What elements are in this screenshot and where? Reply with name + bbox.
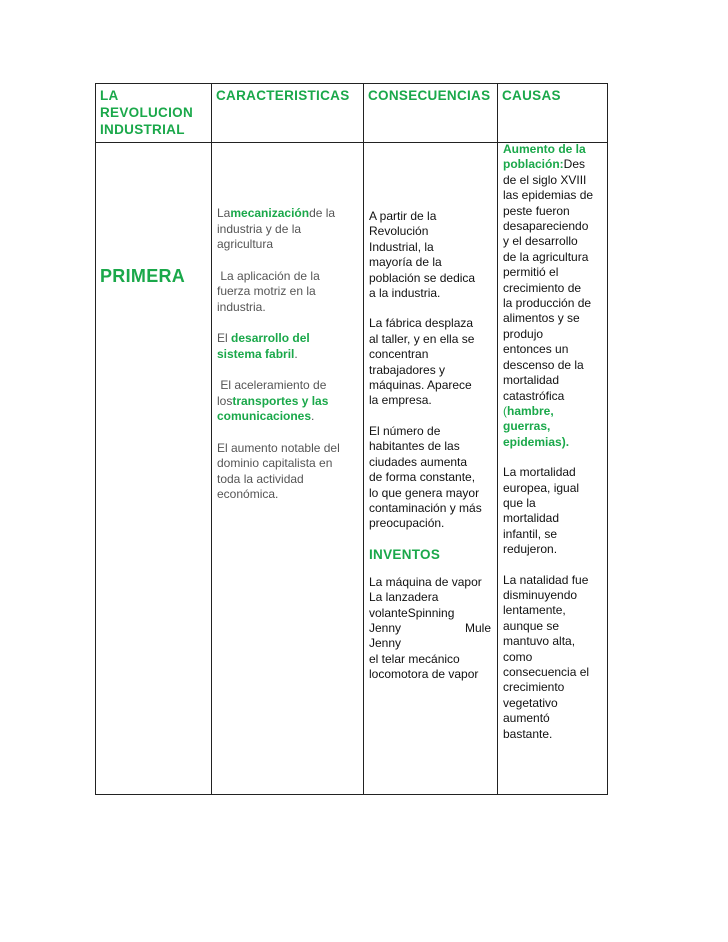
c1-pre: La bbox=[217, 206, 231, 220]
header-revolucion-l2: REVOLUCION bbox=[100, 105, 194, 120]
causa-1-l13: produjo bbox=[503, 326, 544, 341]
causa-1 bbox=[503, 142, 607, 450]
causa-3-l2: disminuyendo bbox=[503, 587, 578, 602]
invento-5: Jenny bbox=[369, 636, 402, 651]
causa-1-l2-post: Des bbox=[563, 157, 586, 172]
cons-p3-l5: lo que genera mayor bbox=[369, 485, 480, 500]
c5-l3: toda la actividad bbox=[217, 471, 304, 486]
causa-1-l4: las epidemias de bbox=[503, 188, 594, 203]
c3-post: . bbox=[294, 346, 298, 361]
table-divider-3 bbox=[497, 83, 498, 795]
causa-2-l3: que la bbox=[503, 495, 536, 510]
caracteristicas-cell bbox=[217, 206, 363, 503]
header-consecuencias bbox=[368, 87, 496, 104]
c3-pre: El bbox=[217, 331, 232, 345]
causa-3-l10: aumentó bbox=[503, 711, 550, 726]
consecuencia-2 bbox=[369, 316, 497, 408]
cons-p1-l2: Revolución bbox=[369, 224, 429, 239]
cons-p2-l2: al taller, y en ella se bbox=[369, 331, 475, 346]
header-causas-label: CAUSAS bbox=[502, 88, 561, 103]
causa-1-epidemias: epidemias). bbox=[503, 434, 570, 449]
causa-3-l4: aunque se bbox=[503, 618, 560, 633]
causa-1-l16: mortalidad bbox=[503, 373, 560, 388]
causa-1-l15: descenso de la bbox=[503, 357, 584, 372]
causa-2-l5: infantil, se bbox=[503, 526, 558, 541]
c1-post: de la bbox=[309, 206, 336, 220]
caract-item-3 bbox=[217, 331, 363, 347]
causa-1-l6: desapareciendo bbox=[503, 219, 589, 234]
causa-2-l4: mortalidad bbox=[503, 511, 560, 526]
invento-3: volanteSpinning bbox=[369, 605, 455, 620]
cons-p2-l4: trabajadores y bbox=[369, 362, 446, 377]
causa-3 bbox=[503, 573, 607, 742]
c5-l1: El aumento notable del bbox=[217, 440, 340, 455]
invento-6: el telar mecánico bbox=[369, 651, 460, 666]
cons-p2-l5: máquinas. Aparece bbox=[369, 378, 472, 393]
cons-p3-l4: de forma constante, bbox=[369, 470, 476, 485]
c5-l2: dominio capitalista en bbox=[217, 456, 333, 470]
c5-l4: económica. bbox=[217, 487, 279, 501]
cons-p2-l6: la empresa. bbox=[369, 393, 432, 408]
invento-4 bbox=[369, 621, 491, 636]
causa-3-l7: consecuencia el bbox=[503, 665, 590, 679]
c2-l2: fuerza motriz en la bbox=[217, 284, 316, 298]
table-border-left bbox=[95, 83, 96, 795]
cons-p3-l2: habitantes de las bbox=[369, 439, 460, 454]
header-revolucion-l3: INDUSTRIAL bbox=[100, 122, 185, 137]
cons-p1-l4: mayoría de la bbox=[369, 255, 442, 270]
cons-p2-l3: concentran bbox=[369, 347, 429, 362]
header-consecuencias-label: CONSECUENCIAS bbox=[368, 88, 491, 103]
cons-p3-l1: El número de bbox=[369, 423, 441, 438]
invento-1: La máquina de vapor bbox=[369, 574, 482, 589]
causa-2-l2: europea, igual bbox=[503, 480, 580, 495]
invento-4a: Jenny bbox=[369, 620, 402, 635]
causa-1-paren: ( bbox=[503, 403, 507, 418]
cons-p1-l6: a la industria. bbox=[369, 286, 441, 301]
header-causas bbox=[502, 87, 606, 104]
causa-1-bold-l2: población: bbox=[503, 157, 564, 172]
causa-1-l3: de el siglo XVIII bbox=[503, 172, 587, 187]
causa-3-l6: como bbox=[503, 649, 533, 664]
causa-3-l8: crecimiento bbox=[503, 680, 565, 695]
causa-3-l5: mantuvo alta, bbox=[503, 634, 576, 649]
inventos-list bbox=[369, 575, 497, 683]
table-divider-1 bbox=[211, 83, 212, 795]
causa-1-l8: de la agricultura bbox=[503, 249, 589, 264]
c3-bold-l1: desarrollo del bbox=[231, 331, 310, 345]
causa-1-l9: permitió el bbox=[503, 265, 559, 280]
causa-1-l14: entonces un bbox=[503, 342, 569, 357]
consecuencia-3 bbox=[369, 424, 497, 532]
c4-pre: los bbox=[217, 393, 233, 408]
cons-p1-l5: población se dedica bbox=[369, 270, 476, 285]
c2-l1: La aplicación de la bbox=[217, 268, 320, 283]
causa-1-l7: y el desarrollo bbox=[503, 234, 578, 249]
consecuencias-cell bbox=[369, 209, 497, 683]
caract-item-4 bbox=[217, 394, 363, 410]
header-caracteristicas-label: CARACTERISTICAS bbox=[216, 88, 350, 103]
cons-p1-l1: A partir de la bbox=[369, 209, 437, 223]
header-revolucion-l1: LA bbox=[100, 88, 119, 103]
table-border-right bbox=[607, 83, 608, 795]
c4-bold-l2: transportes y las bbox=[232, 393, 329, 408]
c1-l2: industria y de la bbox=[217, 221, 302, 236]
c4-l1: El aceleramiento de bbox=[217, 378, 327, 392]
c3-bold-l2: sistema fabril bbox=[217, 346, 295, 361]
causa-3-l11: bastante. bbox=[503, 726, 553, 741]
table-border-top bbox=[95, 83, 608, 84]
causa-3-l9: vegetativo bbox=[503, 695, 558, 710]
consecuencia-1 bbox=[369, 209, 497, 301]
cons-p1-l3: Industrial, la bbox=[369, 239, 434, 254]
causa-1-l17: catastrófica bbox=[503, 388, 565, 403]
causa-1-l12: alimentos y se bbox=[503, 311, 580, 326]
causa-3-l1: La natalidad fue bbox=[503, 572, 589, 587]
causa-1-l11: la producción de bbox=[503, 296, 592, 311]
c2-l3: industria. bbox=[217, 299, 266, 314]
table-border-bottom bbox=[95, 794, 608, 795]
causa-1-l5: peste fueron bbox=[503, 203, 570, 218]
cons-p3-l7: preocupación. bbox=[369, 516, 445, 531]
header-caracteristicas bbox=[216, 87, 362, 104]
invento-4b: Mule bbox=[464, 620, 491, 635]
causa-1-hambre: hambre, bbox=[507, 403, 554, 418]
revolution-table bbox=[95, 83, 608, 795]
c4-bold-l3: comunicaciones bbox=[217, 409, 312, 423]
table-divider-2 bbox=[363, 83, 364, 795]
causa-2 bbox=[503, 465, 607, 557]
invento-7: locomotora de vapor bbox=[369, 667, 479, 682]
c4-post: . bbox=[311, 409, 315, 423]
c1-l3: agricultura bbox=[217, 237, 274, 251]
causa-1-l10: crecimiento de bbox=[503, 280, 582, 295]
causa-2-l1: La mortalidad bbox=[503, 465, 576, 480]
invento-2: La lanzadera bbox=[369, 590, 439, 605]
cons-p2-l1: La fábrica desplaza bbox=[369, 316, 474, 331]
cons-p3-l6: contaminación y más bbox=[369, 500, 482, 515]
header-revolucion bbox=[100, 87, 210, 138]
causa-1-guerras: guerras, bbox=[503, 419, 551, 434]
c1-bold: mecanización bbox=[230, 206, 310, 220]
causa-3-l3: lentamente, bbox=[503, 603, 566, 618]
causas-cell bbox=[503, 142, 607, 742]
causa-1-bold-l1: Aumento de la bbox=[503, 142, 586, 156]
row-label-primera: PRIMERA bbox=[100, 266, 186, 286]
causa-2-l6: redujeron. bbox=[503, 542, 558, 557]
cons-p3-l3: ciudades aumenta bbox=[369, 454, 468, 469]
inventos-title: INVENTOS bbox=[369, 546, 441, 562]
caract-item-1 bbox=[217, 206, 363, 222]
